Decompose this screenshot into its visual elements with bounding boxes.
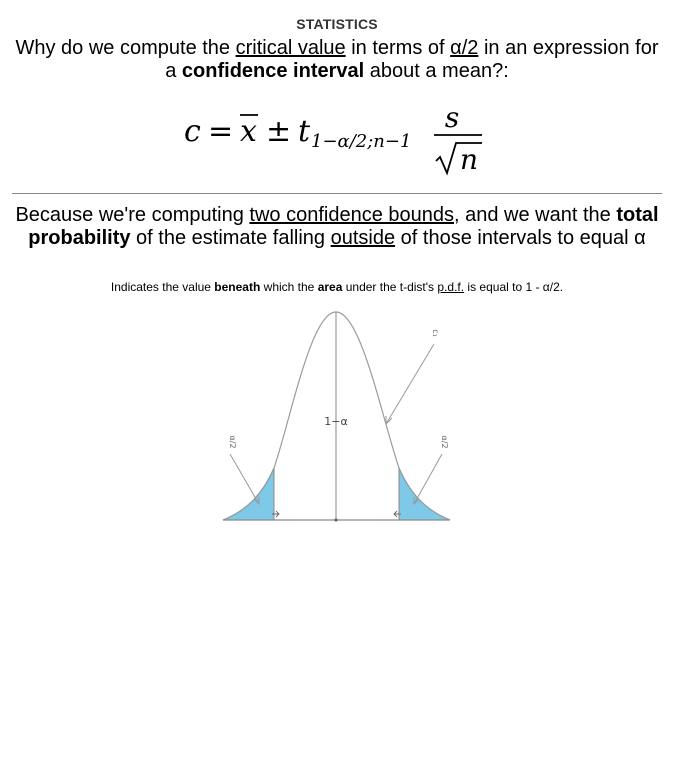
left-tail-area	[223, 468, 274, 520]
t-distribution-figure	[221, 308, 453, 526]
answer-text	[14, 204, 660, 250]
note-part-2: which the	[260, 280, 318, 294]
formula-xbar: x	[240, 114, 257, 149]
question-answer-divider	[12, 193, 662, 194]
answer-part-1: Because we're computing	[15, 204, 250, 226]
formula-denominator: n	[460, 143, 479, 176]
question-text	[14, 37, 660, 83]
left-tail-arrow	[230, 454, 259, 504]
answer-part-3: of the estimate falling	[130, 227, 331, 249]
formula-numerator: s	[444, 101, 460, 134]
beneath-term: beneath	[214, 280, 261, 294]
formula-equals: =	[208, 114, 234, 149]
confidence-interval-formula	[182, 97, 492, 181]
pdf-term: p.d.f.	[437, 280, 465, 294]
alpha-half-term: α/2	[450, 37, 479, 59]
right-tail-area	[399, 468, 450, 520]
outside-term: outside	[330, 227, 396, 249]
area-term: area	[317, 280, 343, 294]
left-tail-label: α/2	[228, 435, 237, 449]
critical-value-label: c₁	[431, 329, 440, 337]
total-probability-term: total probability	[28, 204, 659, 249]
answer-part-4: of those intervals to equal α	[395, 227, 646, 249]
extra-note	[0, 280, 674, 294]
formula-t: t	[298, 114, 311, 149]
right-tail-arrow	[414, 454, 442, 504]
confidence-interval-term: confidence interval	[181, 60, 365, 82]
answer-part-2: , and we want the	[454, 204, 617, 226]
question-part-1: Why do we compute the	[15, 37, 236, 59]
right-tail-label: α/2	[440, 435, 449, 449]
question-part-4: about a mean?:	[364, 60, 509, 82]
formula-c: c	[184, 114, 201, 149]
two-bounds-term: two confidence bounds	[249, 204, 454, 226]
formula-plus-minus: ±	[266, 114, 292, 149]
question-part-2: in terms of	[345, 37, 451, 59]
critical-value-term: critical value	[235, 37, 346, 59]
critical-value-arrow	[386, 344, 434, 424]
deck-title: STATISTICS	[296, 16, 378, 32]
question-part-3: in an expression for a	[165, 37, 659, 82]
note-part-4: is equal to 1 - α/2.	[464, 280, 564, 294]
note-part-1: Indicates the value	[110, 280, 215, 294]
note-part-3: under the t-dist's	[342, 280, 438, 294]
center-area-label: 1−α	[324, 415, 348, 428]
formula-subscript: 1−α/2;n−1	[311, 131, 412, 152]
center-tick	[334, 518, 337, 521]
